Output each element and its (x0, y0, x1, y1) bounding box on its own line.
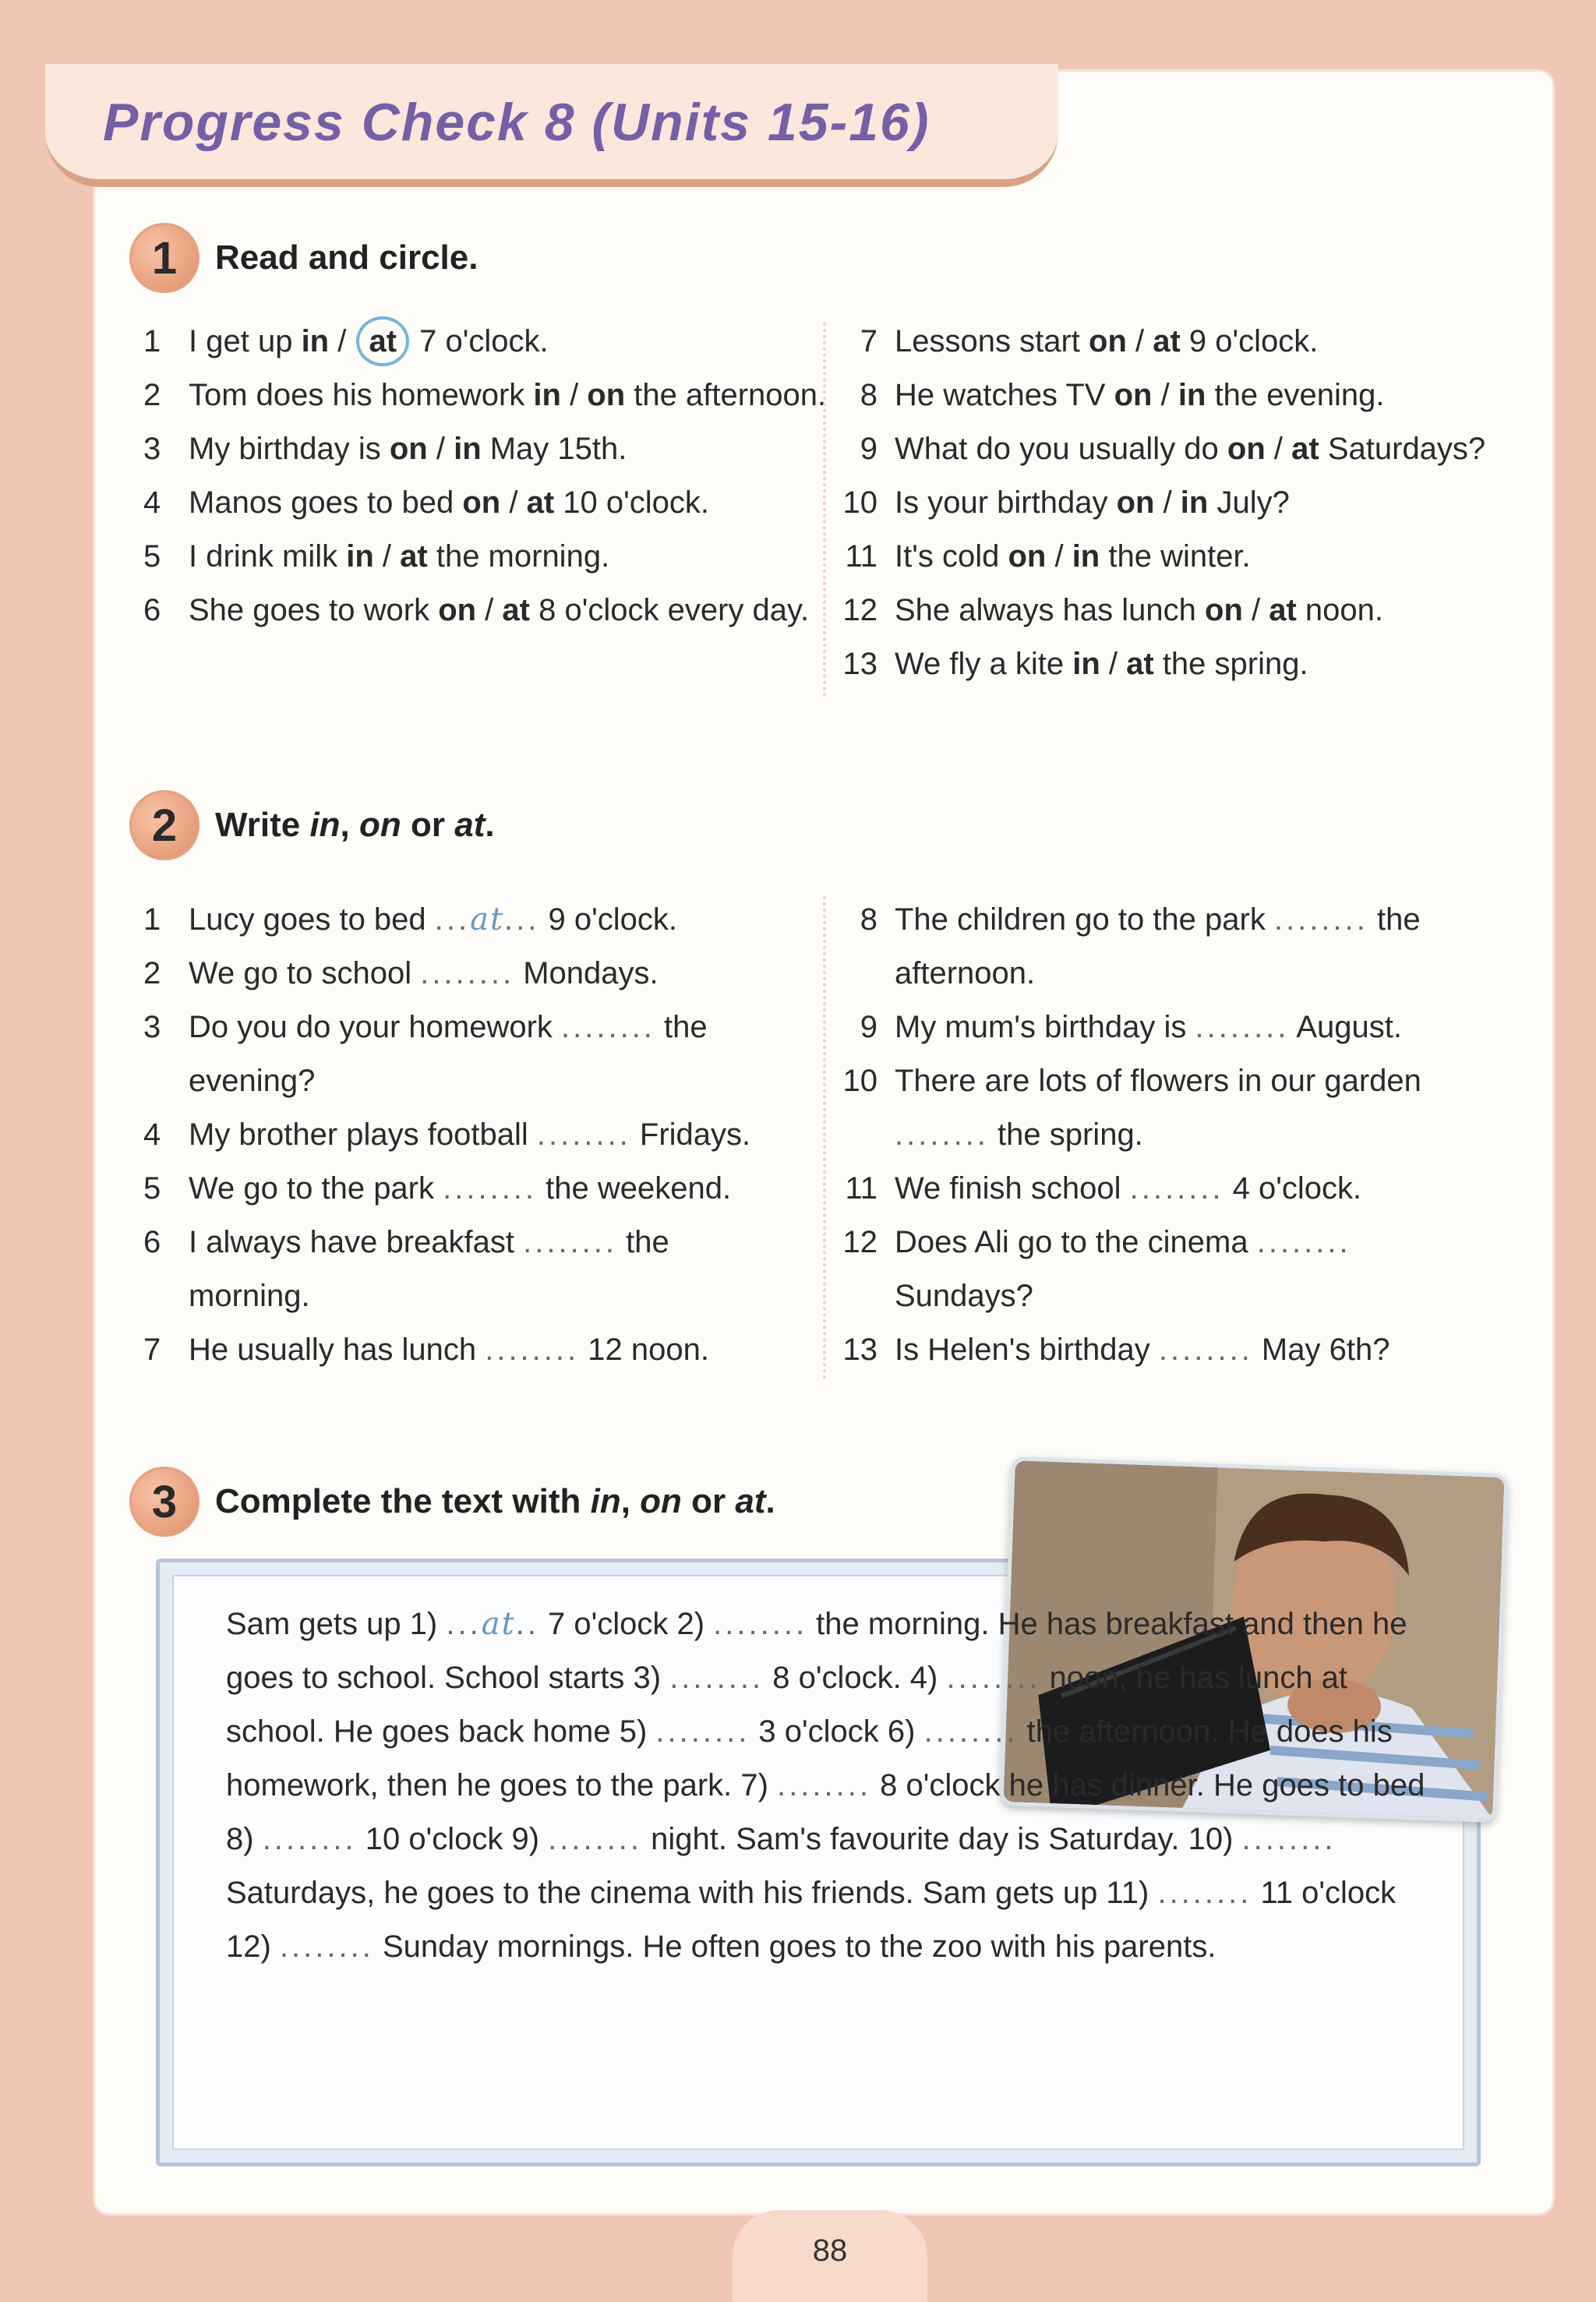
answer-blank[interactable]: ........ (1241, 1822, 1336, 1856)
item-number: 13 (842, 647, 877, 681)
item-text-after: Mondays. (514, 956, 659, 990)
item-text-before: Is Helen's birthday (895, 1333, 1159, 1367)
item-text-before: Is your birthday (895, 485, 1117, 520)
passage-segment: Sam gets up 1) (226, 1607, 447, 1641)
item-text (895, 530, 1518, 584)
item-number: 7 (143, 1333, 161, 1367)
item-number: 3 (143, 432, 161, 466)
option-separator: / (1126, 324, 1153, 358)
option-separator: / (373, 539, 401, 574)
exercise-2-item (832, 1001, 1471, 1054)
item-text-before: It's cold (895, 539, 1008, 574)
option-a[interactable]: on (389, 432, 428, 466)
passage-segment: 3 o'clock 6) (750, 1714, 924, 1749)
option-b[interactable]: at (1126, 647, 1154, 681)
item-text (189, 530, 829, 584)
exercise-1-item (832, 315, 1518, 369)
option-b[interactable]: at (400, 539, 428, 574)
item-text-before: She always has lunch (895, 593, 1206, 627)
answer-blank[interactable]: ........ (561, 1010, 655, 1044)
item-text-after: Sundays? (895, 1279, 1033, 1313)
option-separator: / (1152, 378, 1178, 412)
answer-blank[interactable]: ........ (713, 1607, 808, 1641)
item-number: 12 (842, 1225, 877, 1259)
item-text (189, 1216, 798, 1323)
item-text (189, 369, 829, 422)
option-b[interactable]: at (526, 485, 555, 520)
item-text-before: We go to the park (189, 1171, 443, 1206)
option-a[interactable]: on (1008, 539, 1047, 574)
exercise-1-left-column (143, 315, 829, 637)
option-a[interactable]: in (301, 324, 330, 358)
answer-blank[interactable]: ...at.. (446, 1606, 539, 1642)
item-text-after: 12 noon. (579, 1333, 709, 1367)
exercise-1-item (143, 422, 829, 476)
handwritten-answer: at (481, 1606, 516, 1642)
item-text-before: Lucy goes to bed (189, 902, 435, 937)
item-text-before: There are lots of flowers in our garden (895, 1064, 1421, 1098)
item-text-before: He watches TV (895, 378, 1114, 412)
exercise-2-item (832, 1054, 1471, 1162)
item-number: 4 (143, 1117, 161, 1152)
option-separator: / (1046, 539, 1072, 574)
item-number: 4 (143, 485, 161, 520)
item-text (895, 584, 1518, 637)
exercise-1-item (143, 584, 829, 637)
option-separator: / (1242, 593, 1269, 627)
exercise-number-badge: 1 (129, 223, 200, 293)
item-number: 6 (143, 593, 161, 627)
answer-blank[interactable]: ........ (1157, 1876, 1252, 1910)
exercise-2-left-column (143, 893, 798, 1377)
option-b[interactable]: in (1180, 485, 1209, 520)
item-text-before: What do you usually do (895, 432, 1227, 466)
item-text (189, 584, 829, 637)
item-text-after: the afternoon. (895, 902, 1421, 990)
item-text (189, 476, 829, 530)
option-separator: / (1154, 485, 1181, 520)
exercise-2-item (143, 893, 798, 947)
item-text (895, 369, 1518, 422)
passage-segment: Sunday mornings. He often goes to the zoo with his parents. (373, 1930, 1216, 1964)
option-a[interactable]: on (1227, 432, 1266, 466)
answer-blank[interactable]: ........ (485, 1333, 580, 1367)
item-number: 13 (842, 1333, 877, 1367)
item-text (895, 476, 1518, 530)
passage-segment: 11 o'clock 12) (226, 1876, 1396, 1964)
item-text (895, 893, 1471, 1001)
item-number: 1 (143, 902, 161, 937)
item-text-before: The children go to the park (895, 902, 1274, 937)
option-separator: / (476, 593, 503, 627)
item-text-after: July? (1208, 485, 1290, 520)
handwritten-answer: at (470, 902, 505, 937)
item-number: 9 (860, 1010, 877, 1044)
item-text-after: the afternoon. (625, 378, 827, 412)
item-text (189, 947, 798, 1001)
item-text (895, 1216, 1471, 1323)
answer-blank[interactable]: ........ (523, 1225, 618, 1259)
item-text-after: the evening. (1206, 378, 1385, 412)
answer-blank[interactable]: ........ (420, 956, 515, 990)
exercise-2-item (832, 1162, 1471, 1216)
passage-segment: Saturdays, he goes to the cinema with his friends. Sam gets up 11) (226, 1876, 1158, 1910)
answer-blank[interactable]: ........ (1195, 1010, 1290, 1044)
answer-blank[interactable]: ........ (1129, 1171, 1224, 1206)
answer-blank[interactable]: ........ (1256, 1225, 1351, 1259)
answer-blank[interactable]: ........ (946, 1661, 1041, 1695)
item-text-after: Fridays. (630, 1117, 751, 1152)
answer-blank[interactable]: ........ (777, 1768, 871, 1802)
column-divider (823, 896, 826, 1379)
option-b[interactable]: in (1178, 378, 1206, 412)
option-a[interactable]: on (462, 485, 501, 520)
exercise-number-badge: 2 (129, 790, 200, 860)
exercise-2-item (832, 1216, 1471, 1323)
item-text-after: 7 o'clock. (411, 324, 549, 358)
item-text (189, 1323, 798, 1377)
option-b[interactable]: in (1072, 539, 1100, 574)
option-b[interactable]: at (1153, 324, 1181, 358)
item-text (895, 1162, 1471, 1216)
exercise-1-header (129, 223, 478, 293)
item-text (895, 1001, 1471, 1054)
item-number: 12 (842, 593, 877, 627)
option-a[interactable]: in (1072, 647, 1100, 681)
answer-blank[interactable]: ........ (279, 1930, 374, 1964)
item-number: 10 (842, 485, 877, 520)
option-b[interactable]: at (1291, 432, 1319, 466)
item-text-before: I get up (189, 324, 302, 358)
item-text (189, 1108, 798, 1162)
item-text (189, 315, 829, 369)
item-text-after: May 15th. (481, 432, 627, 466)
page-number: 88 (812, 2233, 848, 2268)
exercise-1-item (143, 530, 829, 584)
exercise-2-item (143, 1216, 798, 1323)
option-b[interactable]: at (356, 316, 409, 366)
option-a[interactable]: in (346, 539, 374, 574)
exercise-1-item (143, 369, 829, 422)
item-text-before: We fly a kite (895, 647, 1073, 681)
passage-segment: the afternoon. He does his homework, then he goes to the park. 7) (226, 1714, 1393, 1802)
exercise-2-header (129, 790, 495, 860)
item-text-after: August. (1289, 1010, 1402, 1044)
item-text (189, 1162, 798, 1216)
exercise-2-right-column (832, 893, 1471, 1377)
passage-segment: noon, he has lunch at school. He goes back home 5) (226, 1661, 1348, 1749)
passage-segment: 10 o'clock 9) (356, 1822, 549, 1856)
item-text-after: the winter. (1100, 539, 1251, 574)
option-separator: / (329, 324, 355, 358)
passage-segment: the morning. He has breakfast and then he goes to school. School starts 3) (226, 1607, 1407, 1695)
answer-blank[interactable]: ........ (669, 1661, 764, 1695)
item-number: 1 (143, 324, 161, 358)
item-text-before: My mum's birthday is (895, 1010, 1195, 1044)
item-text (895, 1054, 1471, 1162)
item-number: 3 (143, 1010, 161, 1044)
item-number: 9 (860, 432, 877, 466)
item-text-after: 10 o'clock. (554, 485, 710, 520)
exercise-2-item (143, 1001, 798, 1108)
option-separator: / (1265, 432, 1292, 466)
answer-blank[interactable]: ........ (923, 1714, 1019, 1749)
item-text-before: I drink milk (189, 539, 347, 574)
item-text (189, 893, 798, 947)
item-text-after: the weekend. (537, 1171, 732, 1206)
item-text (895, 1323, 1471, 1377)
item-text-after: 8 o'clock every day. (529, 593, 810, 627)
item-text-before: We go to school (189, 956, 421, 990)
option-a[interactable]: on (438, 593, 477, 627)
item-text-after: the evening? (189, 1010, 708, 1098)
column-divider (823, 323, 826, 697)
answer-blank[interactable]: ........ (262, 1822, 357, 1856)
page-title: Progress Check 8 (Units 15-16) (103, 93, 930, 152)
passage-segment: 7 o'clock 2) (538, 1607, 714, 1641)
item-text-after: May 6th? (1252, 1333, 1390, 1367)
item-text-after: 4 o'clock. (1223, 1171, 1362, 1206)
answer-blank[interactable]: ........ (895, 1117, 989, 1152)
exercise-1-item (832, 584, 1518, 637)
item-number: 5 (143, 1171, 161, 1206)
exercise-1-item (832, 530, 1518, 584)
exercise-1-item (832, 637, 1518, 691)
exercise-1-item (832, 422, 1518, 476)
exercise-3-title: Complete the text with in, on or at. (215, 1482, 775, 1520)
exercise-2-item (832, 893, 1471, 1001)
item-text-before: My brother plays football (189, 1117, 537, 1152)
answer-blank[interactable]: ........ (655, 1714, 750, 1749)
passage-segment: 8 o'clock he has dinner. He goes to bed 8) (226, 1768, 1425, 1856)
passage-text (226, 1598, 1442, 1974)
item-number: 11 (845, 1171, 877, 1206)
option-b[interactable]: in (454, 432, 482, 466)
exercise-2-item (143, 1162, 798, 1216)
answer-blank[interactable]: ........ (548, 1822, 643, 1856)
option-separator: / (427, 432, 454, 466)
answer-blank[interactable]: ...at... (434, 902, 540, 937)
item-text-after: the morning. (427, 539, 610, 574)
exercise-3-header (129, 1467, 775, 1537)
item-number: 2 (143, 378, 161, 412)
item-text (895, 315, 1518, 369)
answer-blank[interactable]: ........ (1158, 1333, 1253, 1367)
item-text-before: He usually has lunch (189, 1333, 486, 1367)
item-text-before: Lessons start (895, 324, 1089, 358)
item-text (895, 422, 1518, 476)
item-text-after: 9 o'clock. (539, 902, 677, 937)
exercise-number-badge: 3 (129, 1467, 200, 1537)
option-separator: / (1100, 647, 1127, 681)
option-a[interactable]: in (533, 378, 561, 412)
option-b[interactable]: at (502, 593, 530, 627)
exercise-2-item (832, 1323, 1471, 1377)
item-text-before: We finish school (895, 1171, 1130, 1206)
exercise-1-item (832, 476, 1518, 530)
item-text-before: Tom does his homework (189, 378, 534, 412)
item-number: 7 (860, 324, 877, 358)
exercise-2-item (143, 1323, 798, 1377)
item-text-before: I always have breakfast (189, 1225, 524, 1259)
exercise-2-item (143, 947, 798, 1001)
passage-segment: 8 o'clock. 4) (764, 1661, 947, 1695)
option-a[interactable]: on (1089, 324, 1127, 358)
exercise-1-right-column (832, 315, 1518, 691)
item-text (895, 637, 1518, 691)
answer-blank[interactable]: ........ (536, 1117, 631, 1152)
option-separator: / (500, 485, 527, 520)
item-text-after: the morning. (189, 1225, 669, 1313)
item-number: 8 (860, 902, 877, 937)
item-number: 8 (860, 378, 877, 412)
item-text (189, 422, 829, 476)
item-text-after: noon. (1296, 593, 1384, 627)
item-text-after: the spring. (1153, 647, 1308, 681)
option-a[interactable]: on (1116, 485, 1155, 520)
option-a[interactable]: on (1114, 378, 1153, 412)
item-number: 5 (143, 539, 161, 574)
item-number: 2 (143, 956, 161, 990)
item-text-before: My birthday is (189, 432, 390, 466)
item-text-after: the spring. (988, 1117, 1143, 1152)
item-text-after: 9 o'clock. (1180, 324, 1319, 358)
exercise-1-item (143, 476, 829, 530)
exercise-2-item (143, 1108, 798, 1162)
option-b[interactable]: on (587, 378, 626, 412)
item-text-after: Saturdays? (1319, 432, 1486, 466)
exercise-1-item (143, 315, 829, 369)
passage-segment: night. Sam's favourite day is Saturday. 10) (642, 1822, 1242, 1856)
item-text-before: She goes to work (189, 593, 439, 627)
item-number: 6 (143, 1225, 161, 1259)
option-b[interactable]: at (1269, 593, 1297, 627)
option-separator: / (560, 378, 588, 412)
exercise-1-title: Read and circle. (215, 238, 478, 277)
item-text-before: Do you do your homework (189, 1010, 562, 1044)
item-number: 10 (842, 1064, 877, 1098)
item-text (189, 1001, 798, 1108)
option-a[interactable]: on (1205, 593, 1243, 627)
item-number: 11 (845, 539, 877, 574)
exercise-1-item (832, 369, 1518, 422)
exercise-2-title: Write in, on or at. (215, 806, 495, 844)
answer-blank[interactable]: ........ (443, 1171, 538, 1206)
item-text-before: Does Ali go to the cinema (895, 1225, 1257, 1259)
item-text-before: Manos goes to bed (189, 485, 463, 520)
answer-blank[interactable]: ........ (1273, 902, 1368, 937)
